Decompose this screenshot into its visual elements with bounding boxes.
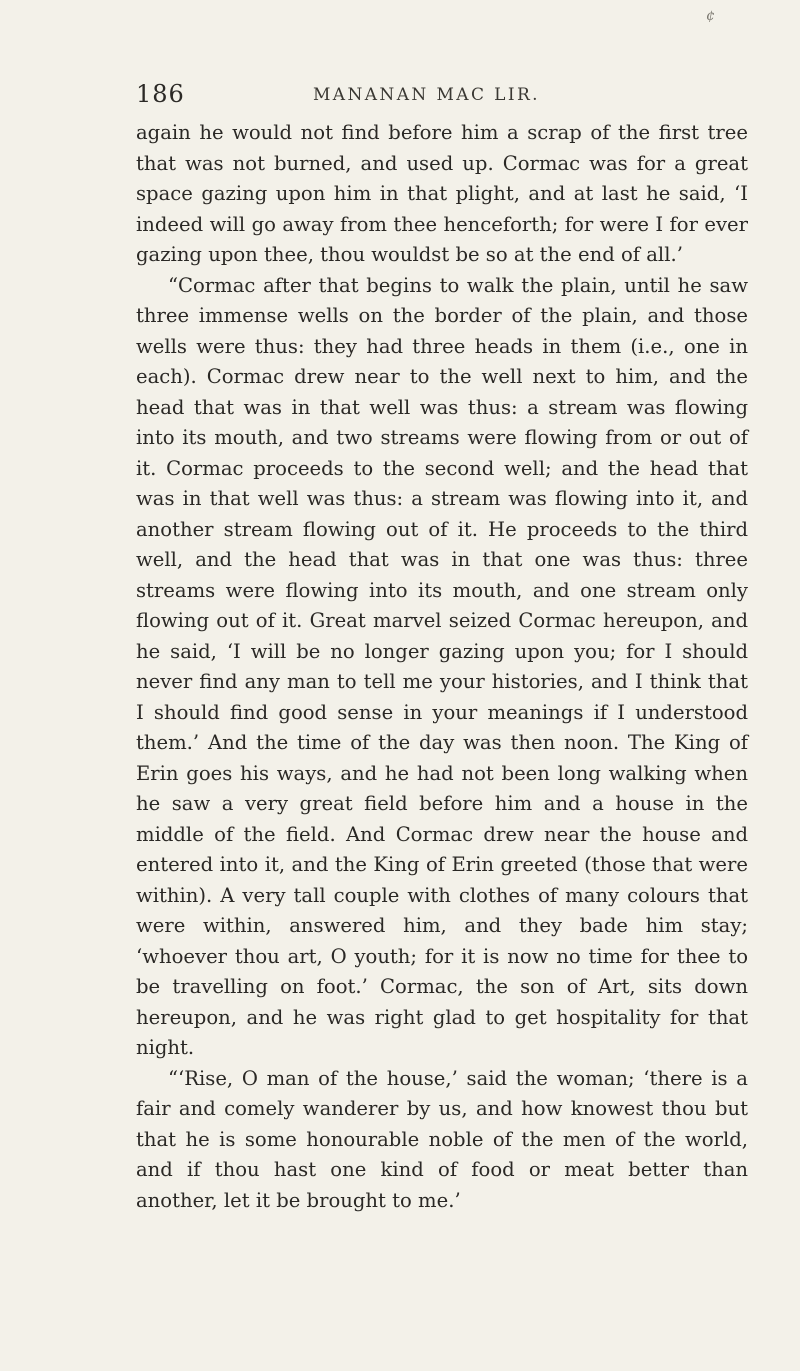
running-head: MANANAN MAC LIR. xyxy=(313,85,540,105)
corner-mark: ¢ xyxy=(706,8,715,24)
page-number: 186 xyxy=(136,80,185,108)
paragraph: again he would not find before him a scrap of the first tree that was not burned, and used up. Cormac was for a great space gazing upon him in that plight, and at last he said, ‘I indeed will go away from thee henceforth; for were I for ever gazing upon thee, thou wouldst be so at the end of all.’ xyxy=(136,121,748,266)
paragraph: “‘Rise, O man of the house,’ said the woman; ‘there is a fair and comely wanderer by us, and how knowest thou but that he is some honourable noble of the men of the world, and if thou hast one kind of food or meat better than another, let it be brought to me.’ xyxy=(136,1066,748,1212)
body-text xyxy=(136,118,748,1216)
page-header xyxy=(0,80,800,114)
paragraph: “Cormac after that begins to walk the plain, until he saw three immense wells on the border of the plain, and those wells were thus: they had three heads in them (i.e., one in each). Cormac drew near to the well next to him, and the head that was in that well was thus: a stream was flowing into its mouth, and two streams were flowing from or out of it. Cormac proceeds to the second well; and the head that was in that well was thus: a stream was flowing into it, and another stream flowing out of it. He proceeds to the third well, and the head that was in that one was thus: three streams were flowing into its mouth, and one stream only flowing out of it. Great marvel seized Cormac hereupon, and he said, ‘I will be no longer gazing upon you; for I should never find any man to tell me your histories, and I think that I should find good sense in your meanings if I understood them.’ And the time of the day was then noon. The King of Erin goes his ways, and he had not been long walking when he saw a very great field before him and a house in the middle of the field. And Cormac drew near the house and entered into it, and the King of Erin greeted (those that were within). A very tall couple with clothes of many colours that were within, answered him, and they bade him stay; ‘whoever thou art, O youth; for it is now no time for thee to be travelling on foot.’ Cormac, the son of Art, sits down hereupon, and he was right glad to get hospitality for that night. xyxy=(136,273,748,1059)
